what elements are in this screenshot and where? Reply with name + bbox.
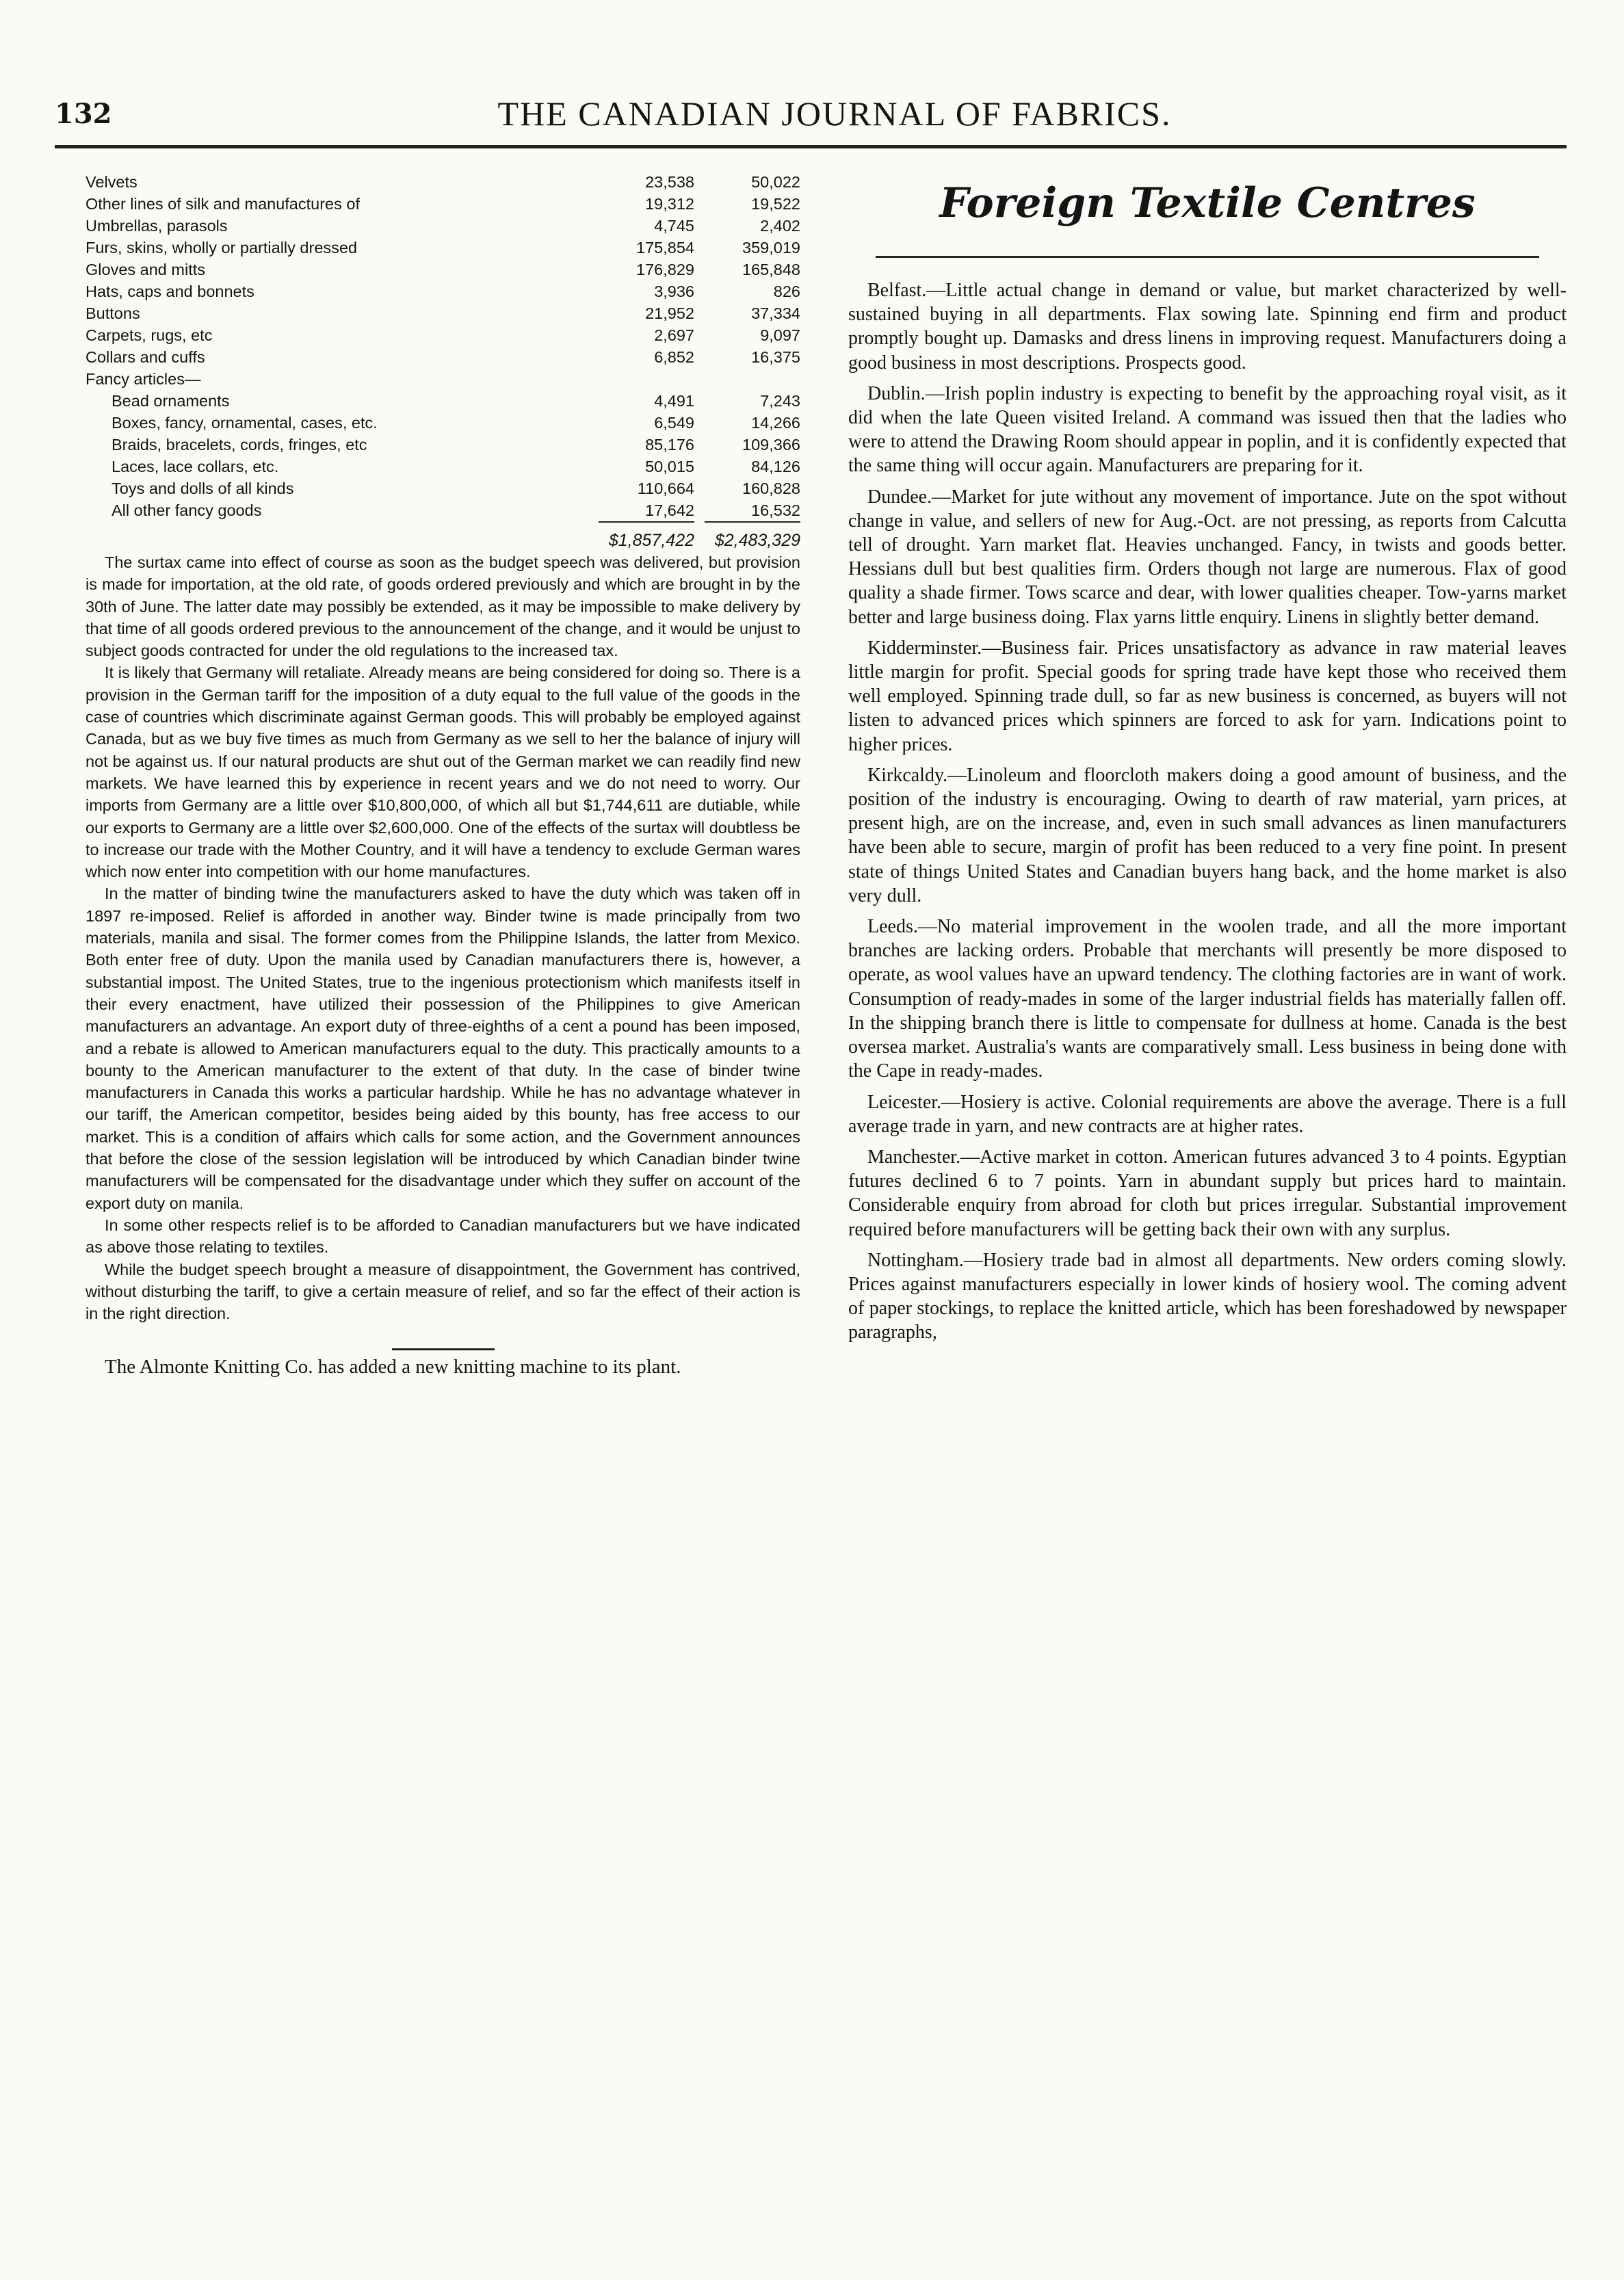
section-divider (392, 1348, 495, 1350)
total-value-2: $2,483,329 (714, 531, 800, 550)
row-value-2: 9,097 (760, 326, 800, 344)
row-label: Buttons (86, 304, 140, 322)
row-label: Umbrellas, parasols (86, 217, 228, 235)
row-value-1: 6,852 (654, 348, 694, 366)
row-value-1: 17,642 (645, 501, 694, 519)
report-kirkcaldy: Kirkcaldy.—Linoleum and floorcloth makers doing a good amount of business, and the position of the industry is encouraging. Owing to dearth of raw material, yarn prices, at present high, are on the increase, and, even in such small advances as linen manufacturers have been able to secure, margin of profit has been reduced to a very fine point. In present state of things United States and Canadian buyers hang back, and the home market is also very dull. (848, 764, 1567, 906)
table-row (86, 368, 800, 390)
row-value-1: 19,312 (645, 195, 694, 213)
row-label: Toys and dolls of all kinds (112, 480, 294, 497)
report-manchester: Manchester.—Active market in cotton. American futures advanced 3 to 4 points. Egyptian futures declined 6 to 7 points. Yarn in abundant supply but prices hard to maintain. Considerable enquiry from abroad for cloth but prices irregular. Substantial improvement required before manufacturers will be getting back their own with any surplus. (848, 1146, 1567, 1240)
table-row (86, 193, 800, 215)
totals-row (86, 529, 800, 551)
row-value-2: 37,334 (751, 304, 800, 322)
report-leeds: Leeds.—No material improvement in the woolen trade, and all the more important branches are lacking orders. Probable that merchants will presently be more disposed to operate, as wool values have an upward tendency. The clothing factories are in want of work. Consumption of ready-mades in some of the larger industrial fields has materially fallen off. In the shipping branch there is little to compensate for dullness at home. Canada is the best oversea market. Australia's wants are comparatively small. Less business in being done with the Cape in ready-mades. (848, 916, 1567, 1082)
table-row (86, 412, 800, 434)
row-label: Hats, caps and bonnets (86, 283, 254, 300)
row-label: All other fancy goods (112, 501, 262, 519)
row-value-2: 50,022 (751, 173, 800, 191)
table-row (86, 346, 800, 368)
section-title: Foreign Textile Centres (939, 179, 1476, 227)
report-belfast: Belfast.—Little actual change in demand or value, but market characterized by well-sustained buying in all departments. Flax sowing late. Spinning end firm and product promptly bought up. Damasks and dress linens in improving request. Manufacturers doing a good business in most descriptions. Prospects good. (848, 280, 1567, 374)
row-value-1: 110,664 (637, 480, 694, 497)
row-label: Collars and cuffs (86, 348, 205, 366)
report-kidderminster: Kidderminster.—Business fair. Prices unsatisfactory as advance in raw material leaves little margin for profit. Special goods for spring trade have kept those who received them well employed. Spinning trade dull, so far as new business is concerned, as buyers will not listen to advanced prices which spinners are forced to ask for yarn. Indications point to higher prices. (848, 637, 1567, 755)
paragraph-germany: It is likely that Germany will retaliate. Already means are being considered for doing so. There is a provision in the German tariff for the imposition of a duty equal to the full value of the goods in the case of countries which discriminate against German goods. This will probably be employed against Canada, but as we buy five times as much from Germany as we sell to her the balance of injury will not be against us. If our natural products are shut out of the German market we can readily find new markets. We have learned this by experience in recent years and we do not need to worry. Our imports from Germany are a little over $10,800,000, of which all but $1,744,611 are dutiable, while our exports to Germany are a little over $2,600,000. One of the effects of the surtax will doubtless be to increase our trade with the Mother Country, and it will have a tendency to exclude German wares which now enter into competition with our home manufactures. (86, 664, 800, 881)
row-value-2: 826 (773, 283, 800, 300)
row-value-1: 21,952 (645, 304, 694, 322)
report-leicester: Leicester.—Hosiery is active. Colonial requirements are above the average. There is a full average trade in yarn, and new contracts are at higher rates. (848, 1091, 1567, 1137)
table-row (86, 390, 800, 412)
row-label: Velvets (86, 173, 137, 191)
row-label: Boxes, fancy, ornamental, cases, etc. (112, 414, 378, 432)
row-value-2: 14,266 (751, 414, 800, 432)
row-label: Gloves and mitts (86, 261, 206, 278)
row-value-1: 50,015 (645, 458, 694, 475)
row-label: Other lines of silk and manufactures of (86, 195, 361, 213)
report-nottingham: Nottingham.—Hosiery trade bad in almost all departments. New orders coming slowly. Prices against manufacturers especially in lower kinds of hosiery wool. The coming advent of paper stockings, to replace the knitted article, which has been foreshadowed by newspaper paragraphs, (848, 1249, 1567, 1344)
page-header (55, 92, 1560, 140)
table-row (86, 324, 800, 346)
row-value-1: 6,549 (654, 414, 694, 432)
table-row (86, 215, 800, 237)
header-rule (55, 145, 1567, 148)
row-value-2: 165,848 (742, 261, 800, 278)
paragraph-budget-speech: While the budget speech brought a measure of disappointment, the Government has contrived, without disturbing the tariff, to give a certain measure of relief, and so far the effect of their action is in the right direction. (86, 1260, 800, 1323)
row-label: Fancy articles— (86, 370, 201, 388)
row-value-1: 4,491 (654, 392, 694, 410)
row-value-1: 4,745 (654, 217, 694, 235)
report-dundee: Dundee.—Market for jute without any movement of importance. Jute on the spot without change in value, and sellers of new for Aug.-Oct. are not pressing, as reports from Calcutta tell of drought. Yarn market flat. Heavies unchanged. Fancy, in twists and goods better. Hessians dull but best qualities firm. Orders though not large are numerous. Flax of good quality a shade firmer. Tows scarce and dear, with lower qualities cheaper. Tow-yarns market better and large business doing. Flax yarns little enquiry. Linens in slightly better demand. (848, 486, 1567, 628)
table-row (86, 302, 800, 324)
tariff-table (86, 171, 800, 521)
right-column (848, 164, 1567, 1352)
left-column (86, 171, 800, 1379)
row-value-2: 109,366 (742, 436, 800, 454)
table-row (86, 171, 800, 193)
table-row (86, 259, 800, 280)
paragraph-surtax: The surtax came into effect of course as soon as the budget speech was delivered, but provision is made for importation, at the old rate, of goods ordered previously and which are brought in by the 30th of June. The latter date may possibly be extended, as it may be impossible to make delivery by that time of all goods ordered previous to the announcement of the change, and it would be unjust to subject goods contracted for under the old regulations to the increased tax. (86, 553, 800, 660)
row-value-2: 16,532 (751, 501, 800, 519)
report-dublin: Dublin.—Irish poplin industry is expecting to benefit by the approaching royal visit, as it did when the late Queen visited Ireland. A command was issued then that the ladies who were to attend the Drawing Room should appear in poplin, and it is confidently expected that the same thing will occur again. Manufacturers are preparing for it. (848, 382, 1567, 477)
row-label: Braids, bracelets, cords, fringes, etc (112, 436, 367, 454)
totals-rule (86, 521, 800, 529)
row-value-2: 16,375 (751, 348, 800, 366)
almonte-note: The Almonte Knitting Co. has added a new knitting machine to its plant. (105, 1356, 681, 1378)
row-label: Bead ornaments (112, 392, 230, 410)
row-value-2 (694, 368, 800, 390)
row-value-2: 2,402 (760, 217, 800, 235)
table-row (86, 237, 800, 259)
row-value-1: 85,176 (645, 436, 694, 454)
paragraph-other-relief: In some other respects relief is to be afforded to Canadian manufacturers but we have indicated as above those relating to textiles. (86, 1216, 800, 1257)
row-value-1 (585, 368, 694, 390)
row-value-2: 19,522 (751, 195, 800, 213)
row-label: Furs, skins, wholly or partially dressed (86, 239, 358, 257)
row-value-1: 2,697 (654, 326, 694, 344)
row-label: Carpets, rugs, etc (86, 326, 213, 344)
journal-title: THE CANADIAN JOURNAL OF FABRICS. (497, 94, 1172, 133)
row-value-1: 3,936 (654, 283, 694, 300)
table-row (86, 499, 800, 521)
table-row (86, 280, 800, 302)
row-value-2: 359,019 (742, 239, 800, 257)
row-value-2: 160,828 (742, 480, 800, 497)
row-value-1: 23,538 (645, 173, 694, 191)
table-row (86, 456, 800, 477)
row-value-1: 175,854 (636, 239, 694, 257)
paragraph-binder-twine: In the matter of binding twine the manufacturers asked to have the duty which was taken off in 1897 re-imposed. Relief is afforded in another way. Binder twine is made principally from two materials, manila and sisal. The former comes from the Philippine Islands, the latter from Mexico. Both enter free of duty. Upon the manila used by Canadian manufacturers there is, however, a substantial impost. The United States, true to the ingenious protectionism which manifests itself in their every enactment, have utilized their possession of the Philippines to give American manufacturers an advantage. An export duty of three-eighths of a cent a pound has been imposed, and a rebate is allowed to American manufacturers equal to the duty. This practically amounts to a bounty to the American manufacturer to the extent of that duty. In the case of binder twine manufacturers in Canada this works a particular hardship. While he has no advantage whatever in our tariff, the American competitor, besides being aided by this bounty, has free access to our market. This is a condition of affairs which calls for some action, and the Government announces that before the close of the session legislation will be introduced by which Canadian binder twine manufacturers will be compensated for the disadvantage under which they suffer on account of the export duty on manila. (86, 885, 800, 1212)
row-value-1: 176,829 (636, 261, 694, 278)
row-value-2: 7,243 (760, 392, 800, 410)
row-value-2: 84,126 (751, 458, 800, 475)
total-value-1: $1,857,422 (608, 531, 694, 550)
page-number: 132 (55, 98, 112, 130)
section-title-rule (876, 256, 1539, 258)
table-row (86, 477, 800, 499)
table-row (86, 434, 800, 456)
row-label: Laces, lace collars, etc. (112, 458, 279, 475)
